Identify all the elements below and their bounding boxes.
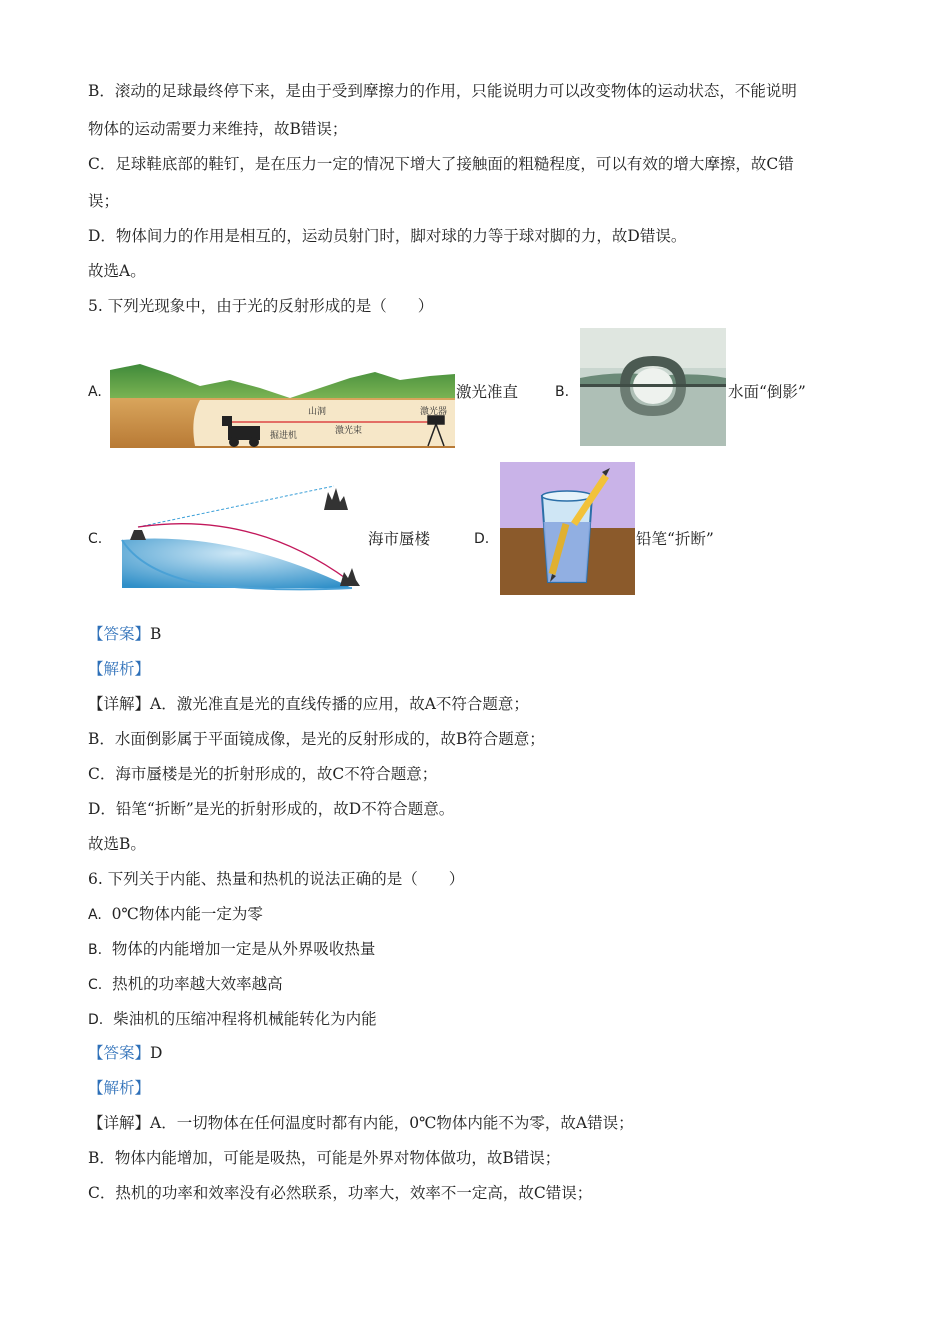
option-d-label: D.	[474, 531, 490, 547]
text-line: B．滚动的足球最终停下来，是由于受到摩擦力的作用，只能说明力可以改变物体的运动状态，不能说明	[88, 82, 797, 100]
q6-answer	[88, 1042, 162, 1064]
q6-option-d	[88, 1008, 377, 1031]
q6-analysis-tag	[88, 1077, 150, 1099]
q6-detail-first	[88, 1112, 634, 1134]
text-line: 物体的运动需要力来维持，故B错误；	[88, 120, 348, 138]
q6-option-a	[88, 903, 263, 926]
option-a-caption: 激光准直	[456, 383, 519, 401]
option-text: 热机的功率越大效率越高	[112, 975, 283, 993]
text-line: B．水面倒影属于平面镜成像，是光的反射形成的，故B符合题意；	[88, 730, 545, 748]
laser-label: 激光器	[420, 407, 448, 417]
machine-label: 掘进机	[270, 431, 298, 441]
detail-text: A．一切物体在任何温度时都有内能，0℃物体内能不为零，故A错误；	[150, 1114, 634, 1132]
analysis-tag: 【解析】	[88, 660, 151, 678]
answer-value: B	[150, 625, 162, 643]
option-a-label: A.	[88, 384, 102, 400]
option-c-caption: 海市蜃楼	[368, 530, 431, 548]
detail-tag: 【详解】	[88, 695, 151, 713]
option-c-label: C.	[88, 531, 103, 547]
option-text: 柴油机的压缩冲程将机械能转化为内能	[113, 1010, 377, 1028]
answer-tag: 【答案】	[88, 625, 151, 643]
pencil-in-water-figure	[500, 462, 635, 595]
analysis-tag: 【解析】	[88, 1079, 151, 1097]
detail-text: A．激光准直是光的直线传播的应用，故A不符合题意；	[150, 695, 529, 713]
water-reflection-photo	[580, 328, 726, 446]
option-b-caption: 水面“倒影”	[728, 383, 806, 401]
option-label: C.	[88, 977, 103, 993]
q5-detail-first	[88, 693, 529, 715]
beam-label: 激光束	[335, 426, 363, 436]
text-line: C．热机的功率和效率没有必然联系，功率大，效率不一定高，故C错误；	[88, 1184, 593, 1202]
text-line: C．足球鞋底部的鞋钉，是在压力一定的情况下增大了接触面的粗糙程度，可以有效的增大摩擦，故C错	[88, 155, 794, 173]
answer-value: D	[150, 1044, 163, 1062]
text-line: D．物体间力的作用是相互的，运动员射门时，脚对球的力等于球对脚的力，故D错误。	[88, 227, 687, 245]
q6-option-c	[88, 973, 283, 996]
option-label: B.	[88, 942, 103, 958]
text-line: 故选A。	[88, 262, 146, 280]
q6-option-b	[88, 938, 375, 961]
text-line: 故选B。	[88, 835, 146, 853]
text-line: C．海市蜃楼是光的折射形成的，故C不符合题意；	[88, 765, 438, 783]
q5-analysis-tag	[88, 658, 150, 680]
option-text: 0℃物体内能一定为零	[111, 905, 263, 923]
option-b-label: B.	[555, 384, 570, 400]
option-d-caption: 铅笔“折断”	[636, 530, 714, 548]
laser-alignment-figure	[110, 358, 455, 448]
text-line: B．物体内能增加，可能是吸热，可能是外界对物体做功，故B错误；	[88, 1149, 561, 1167]
question-6-stem: 6. 下列关于内能、热量和热机的说法正确的是（ ）	[88, 870, 465, 888]
option-text: 物体的内能增加一定是从外界吸收热量	[111, 940, 376, 958]
answer-tag: 【答案】	[88, 1044, 151, 1062]
q5-answer	[88, 623, 161, 645]
detail-tag: 【详解】	[88, 1114, 151, 1132]
text-line: 误；	[88, 192, 120, 210]
text-line: D．铅笔“折断”是光的折射形成的，故D不符合题意。	[88, 800, 455, 818]
mirage-figure	[112, 480, 367, 592]
question-5-stem: 5. 下列光现象中，由于光的反射形成的是（ ）	[88, 297, 434, 315]
option-label: A.	[88, 907, 102, 923]
tunnel-label: 山洞	[308, 407, 327, 417]
option-label: D.	[88, 1012, 104, 1028]
